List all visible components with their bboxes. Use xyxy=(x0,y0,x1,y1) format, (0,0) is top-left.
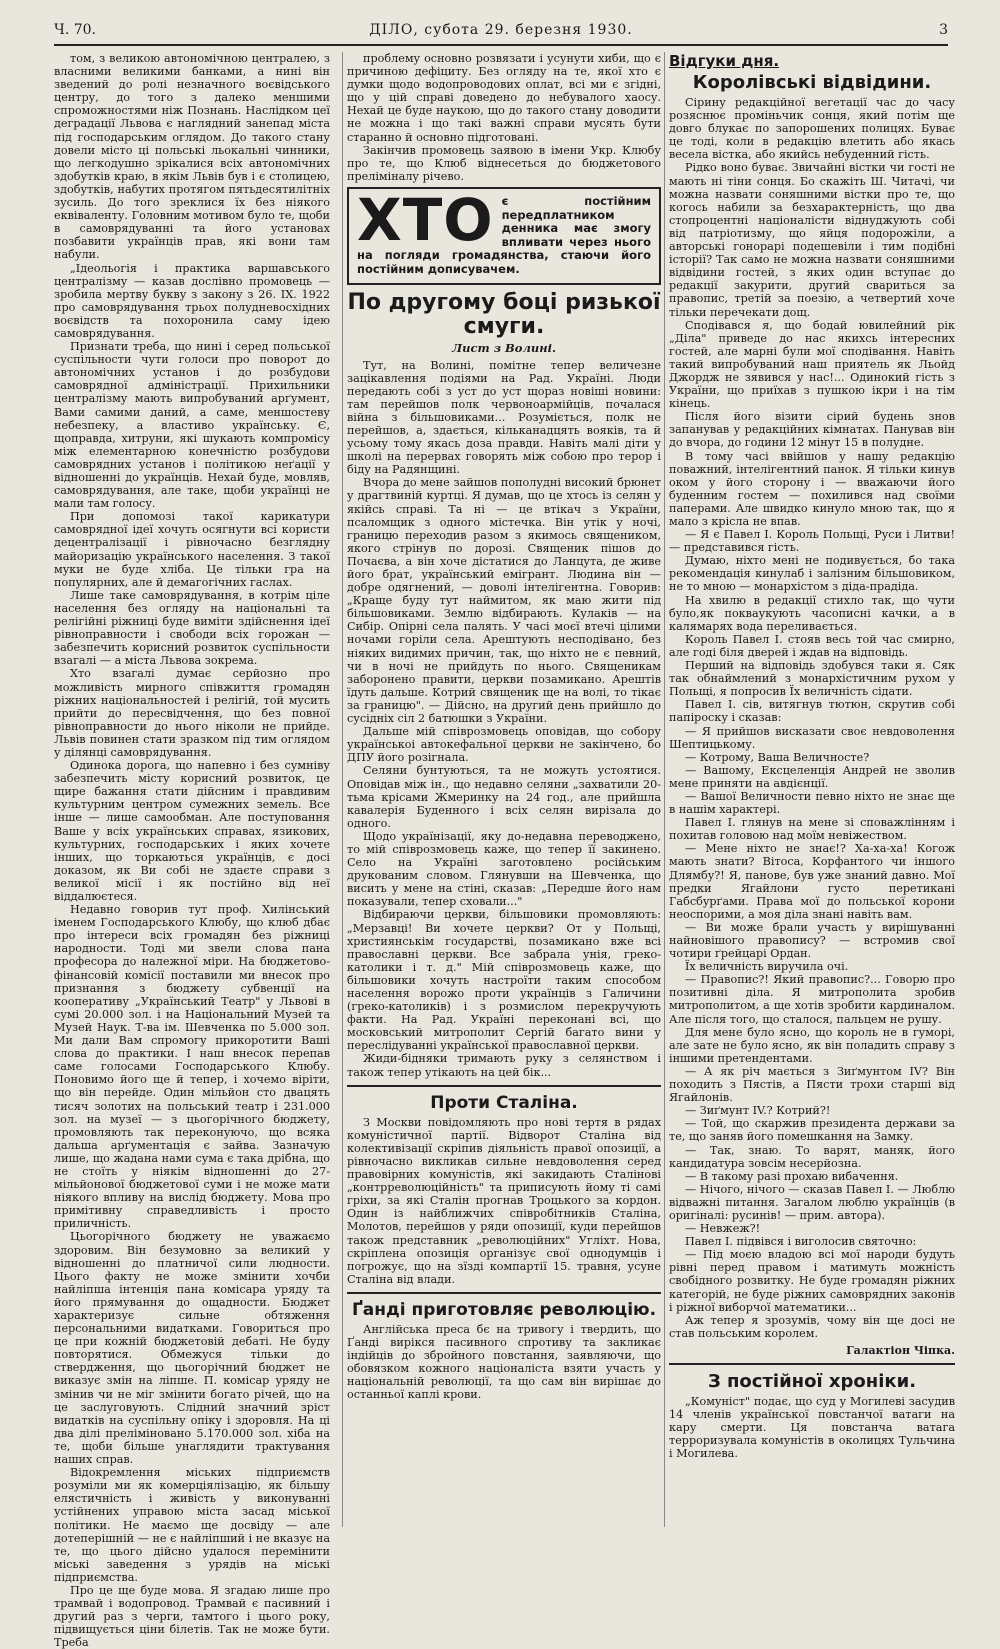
paragraph: Признати треба, що нині і серед польської суспільности чути голоси про поворот до автономічних установ і до розбудови самоврядної адміністрації. Прихильники централізму мають випробуваний арґумент, Вами самими даний, а саме, меншостеву небезпеку, а властиво українську. Є, щоправда, хитруни, які шукають компромісу між елементарною конечністю розбудови самоврядних установ і політикою неґації у відношенні до українців. Нехай буде, мовляв, самоврядування, але таке, щоби українці не мали там голосу. xyxy=(54,340,330,511)
subscriber-ad xyxy=(347,187,661,285)
paragraph: Тут, на Волині, помітне тепер величезне зацікавлення подіями на Рад. Україні. Люди передають собі з уст до уст щораз новіші новини: там перейшов полк червоноармійців, почалася війна з більшовиками... Розуміється, полк не перейшов, а, здається, кільканадцять вояків, та й усьому тому якась доза правди. Навіть малі діти у школі на перервах говорять між собою про терор і біду на Радянщині. xyxy=(347,358,661,477)
paragraph: — Котрому, Ваша Величносте? xyxy=(685,750,870,764)
headline-stalin: Проти Сталіна. xyxy=(430,1092,578,1113)
paragraph: З Москви повідомляють про нові тертя в рядах комуністичної партії. Відворот Сталіна від колективізації скріпив діяльність правої опозиції, а рівночасно викликав сильне невдоволення серед правовірних комуністів, які закидають Сталінові „контрреволюційність" та приписують йому ті самі гріхи, за які Сталін прогнав Троцького за кордон. Один із найближчих співробітників Сталіна, Молотов, перейшов у ряди опозиції, куди перейшов також представник „революційних" Угліхт. Нова, скріплена опозиція організує свої однодумців і погрожує, що на зїзді компартії 15. травня, усуне Сталіна від влади. xyxy=(347,1115,661,1286)
divider xyxy=(347,1085,661,1087)
rubric-title: Відгуки дня. xyxy=(669,52,780,70)
divider xyxy=(347,1292,661,1294)
paragraph: Сірину редакційної вегетації час до часу розяснює проміньчик сонця, який потім ще довго блукає по запорошених полицях. Буває це тоді, коли в редакцію влетить або якась весела вістка, або якийсь небуденний гість. xyxy=(669,96,955,162)
paragraph: „Комуніст" подає, що суд у Могилеві засудив 14 членів української повстанчої ватаги на кару смерти. Ця повстанча ватага терроризувала комуністів в околицях Тульчина і Могилева. xyxy=(669,1394,955,1461)
page-number: 3 xyxy=(939,22,948,38)
paragraph: Сподівався я, що бодай ювилейний рік „Діла" приведе до нас якихсь інтересних гостей, але марні були мої сподівання. Навіть такий випробуваний наш приятель як Льойд Джордж не зявився у нас!... Одинокий гість з України, що приїхав з пушкою ікри і на тім кінець. xyxy=(669,318,955,411)
article-stalin xyxy=(347,1116,661,1286)
paragraph: Вчора до мене зайшов пополудні високий брюнет у драгтвиній куртці. Я думав, що це хтось із селян у якійсь справі. Та ні — це втікач з України, псаломщик з одного містечка. Він утік у ночі, границю переходив разом з якимось священиком, якого стрінув по дорозі. Священик пішов до Почаєва, а він хоче дістатися до Ланцута, де живе його брат, український емігрант. Людина він — добре одягнений, — доволі інтелігентна. Говорив: „Краще буду тут наймитом, як маю жити під більшовиками. Землю відбирають. Кулаків — на Сибір. Опірні села палять. У часі моєї втечі цілими ночами горіли села. Арештують несподівано, без ніяких видимих причин, так, що ніхто не є певний, чи в ночі не прийдуть по нього. Священикам заборонено правити, церкви позамикано. Арештів їдуть дальше. Котрий священик ще на волі, то тікає за границю". — Дійсно, на другий день прийшло до сусідніх сіл 2 батюшки з України. xyxy=(347,476,661,726)
paragraph: Англійська преса бє на тривогу і твердить, що Ґанді вирікся пасивного спротиву та закликає індійців до збройного повстання, заявляючи, що обовязком кожного націоналіста взяти участь у національній революції, та що сам він вирішає до останньої каплі крови. xyxy=(347,1322,661,1402)
paragraph: Недавно говорив тут проф. Хилінський іменем Господарського Клюбу, що клюб дбає про інтереси всіх громадян без ріжниці народности. Тоді ми звели слова пана професора до належної міри. На бюджетово-фінансовій комісії поставили ми внесок про признання з бюджету субвенції на кооперативу „Український Театр" у Львові в сумі 20.000 зол. і на Національний Музей та Музей Наук. Т-ва ім. Шевченка по 5.000 зол. Ми дали Вам спромогу прикоротити Ваші слова до практики. І наш внесок перепав саме голосами Господарського Клюбу. Поновимо його ще й тепер, і хочемо віріти, що він перейде. Один мільйон сто двацять тисяч золотих на польський театр і 231.000 зол. на музеї — з цьогорічного бюджету, промовляють так переконуючо, що всяка дальша арґументація є зайва. Зазначую лише, що жадана нами сума є така дрібна, що не стоїть у ніякім відношенні до 27-мільйонової бюджетової суми і не може мати ніякого впливу на вислід бюджету. Мова про примітивну справедливість і просто приличність. xyxy=(54,903,330,1231)
paragraph: Відокремлення міських підприємств розуміли ми як комерціялізацію, як більшу елястичність і живість у виконуванні устійнених управою міста засад міської політики. Не маємо ще досвіду — але дотеперішній — не є найліпший і не вказує на те, що цього дійсно удалося перемінити міські заведення з урядів на міські підприємства. xyxy=(54,1466,330,1584)
page-header xyxy=(54,22,948,46)
paragraph: — Вашому, Ексцеленція Андрей не зволив мене приняти на авдієнції. xyxy=(669,763,955,790)
paragraph: Жиди-бідняки тримають руку з селянством і також тепер утікають на цей бік... xyxy=(347,1052,661,1079)
paragraph: — Мене ніхто не знає!? Ха-ха-ха! Когож мають знати? Вітоса, Корфантого чи іншого Длямбу?! Я, панове, був уже знаний давно. Мої предки Ягайлони густо перетикані Габсбурґами. Права мої до польської корони неоспорими, а моя діла знані навіть вам. xyxy=(669,842,955,921)
paragraph: — Нічого, нічого — сказав Павел І. — Люблю відважні питання. Загалом люблю українців (в оригіналі: русинів! — прим. автора). xyxy=(669,1182,955,1222)
paragraph: Закінчив промовець заявою в імени Укр. Клюбу про те, що Клюб віднесеться до бюджетового преліміналу річево. xyxy=(347,143,661,183)
paragraph: В тому часі ввійшов у нашу редакцію поважний, інтелігентний панок. Я тільки кинув оком у його сторону і — вважаючи його буденним гостем — похилився над своїми паперами. Але швидко кинуло мною так, що я мало з крісла не впав. xyxy=(669,449,955,528)
headline-chronicle: З постійної хроніки. xyxy=(707,1370,917,1392)
paragraph: — А як річ мається з Зиґмунтом IV? Він походить з Пястів, а Пясти трохи старші від Ягайлонів. xyxy=(669,1064,955,1105)
paragraph: Для мене було ясно, що король не в гуморі, але зате не було ясно, як він поладить справу з іншими претендентами. xyxy=(669,1025,955,1065)
headline-gandhi: Ґанді приготовляє революцію. xyxy=(351,1299,657,1320)
paragraph: Про це ще буде мова. Я згадаю лише про трамвай і водопровод. Трамвай є пасивний і другий раз з черги, тамтого і цього року, підвищується ціни білетів. Так не може бути. Треба xyxy=(54,1583,330,1649)
column-2 xyxy=(342,52,661,1527)
paragraph: Аж тепер я зрозумів, чому він ще досі не став польським королем. xyxy=(669,1313,955,1340)
paragraph: — В такому разі прохаю вибачення. xyxy=(685,1169,899,1183)
paragraph: Цьогорічного бюджету не уважаємо здоровим. Він безумовно за великий у відношенні до платничої сили людности. Цього факту не може змінити хочби найліпша інтенція пана комісара уряду та його прямування до ощадности. Бюджет характеризує сильне обтяження персональними видатками. Говориться про це при кожній бюджетовій дебаті. Не буду повторятися. Обмежуся тільки до ствердження, що цьогорічний бюджет не виказує змін на ліпше. П. комісар уряду не змінив чи не міг змінити богато річей, що на це заслуговують. Слідний значний зріст видатків на суспільну опіку і здоровля. На ці два ділі преліміновано 5.170.000 зол. хіба на те, щоби більше унаглядити трактування наших справ. xyxy=(54,1230,330,1467)
paragraph: Перший на відповідь здобувся таки я. Сяк так обнаймлений з монархістичним рухом у Польщі, я попросив Їх величність сідати. xyxy=(669,659,955,699)
divider xyxy=(669,1363,955,1365)
paragraph: Одинока дорога, що напевно і без сумніву забезпечить місту корисний розвиток, це щире бажання стати дійсним і правдивим культурним центром сумежних земель. Все інше — лише самообман. Але поступовання Ваше у всіх українських справах, язикових, культурних, господарських і яких хочете інших, що торкаються українців, є досі доказом, як Ви собі не здаєте справи з великої місії і як постійно від неї віддалюєтеся. xyxy=(54,759,330,903)
article-gandhi xyxy=(347,1323,661,1402)
paragraph: — Під моєю владою всі мої народи будуть рівні перед правом і матимуть можність свобідного розвитку. Не буде громадян ріжних категорій, не буде ріжних самоврядних законів і ріжної виборчої математики... xyxy=(669,1248,955,1314)
ad-big-word: ХТО xyxy=(357,185,494,254)
paragraph: том, з великою автономічною централею, з власними великими банками, а нині він зведений до ролі незначного воєвідського центру, до того з далеко меншими спроможностями ніж Познань. Наслідком цеї деградації Львова є наглядний занепад міста під господарським оглядом. До такого стану довели місто ці польські льокальні чинники, що легкодушно зрікалися всіх автономічних здобутків краю, в якім Львів був і є столицею, здобутків, набутих протягом пятьдесятилітніх зусиль. До того зреклися їх без ніякого еквіваленту. Головним мотивом було те, щоби в самоврядуванні та його установах позбавити українців прав, які вони там набули. xyxy=(54,52,330,262)
masthead-date: ДІЛО, субота 29. березня 1930. xyxy=(369,22,633,38)
paragraph: — Той, що скаржив президента держави за те, що заняв його помешкання на Замку. xyxy=(669,1117,955,1144)
paragraph: Хто взагалі думає серйозно про можливість мирного співжиття громадян ріжних національностей і релігій, той мусить прийти до пересвідчення, що без повної рівноправности до нього ніколи не прийде. Львів повинен стати зразком під тим оглядом у ділянці самоврядування. xyxy=(54,667,330,759)
paragraph: — Я прийшов висказати своє невдоволення Шептицькому. xyxy=(669,724,955,751)
paragraph: При допомозі такої карикатури самоврядної ідеї хочуть осягнути всі користи децентралізації і рівночасно безглядну майоризацію українського населення. З такої муки не буде хліба. Це тільки гра на популярних, але й демагогічних гаслах. xyxy=(54,510,330,589)
headline-volyn: По другому боці ризької смуги. xyxy=(347,289,661,339)
paragraph: — Невжеж?! xyxy=(685,1222,761,1236)
subheadline-volyn: Лист з Волині. xyxy=(452,340,556,355)
paragraph: Король Павел І. стояв весь той час смирно, але годі біля дверей і ждав на відповідь. xyxy=(669,632,955,659)
ad-text: є постійним передплатником денника має змогу впливати через нього на погляди громадянства, стаючи його постійним дописувачем. xyxy=(357,193,651,276)
paragraph: — Вашої Величности певно ніхто не знає ще в нашім характері. xyxy=(669,789,955,817)
paragraph: „Ідеольогія і практика варшавського централізму — казав дослівно промовець — зробила мертву букву з закону з 26. IX. 1922 про самоврядування трьох полудневосхідних воєвідств та похоронила саму ідею самоврядування. xyxy=(54,261,330,340)
paragraph: Павел І. сів, витягнув тютюн, скрутив собі папіроску і сказав: xyxy=(669,698,955,725)
paragraph: Дальше мій співрозмовець оповідав, що собору українськоі автокефальної церкви не закінчено, бо ДПУ його розігнала. xyxy=(347,725,661,765)
paragraph: — Зиґмунт IV.? Котрий?! xyxy=(685,1104,831,1118)
headline-royal-visit: Королівські відвідини. xyxy=(692,72,932,93)
issue-number: Ч. 70. xyxy=(54,22,96,38)
paragraph: Відбираючи церкви, більшовики промовляють: „Мерзавці! Ви хочете церкви? От у Польщі, християнськім государстві, позамикано вже всі православні церкви. Все забрала унія, греко-католики і т. д." Мій співрозмовець каже, що більшовики хочуть настроїти таким способом населення ворожо проти українців з Галичини (греко-католиків) і з розмислом перекручують факти. На Рад. Україні переконані всі, що московський митрополит Сергій багато вини у переслідуванні української православної церкви. xyxy=(347,908,661,1053)
paragraph: Селяни бунтуються, та не можуть устоятися. Оповідав між ін., що недавно селяни „захватили 20-тьма крісами Жмеринку на 24 год., але прийшла кавалерія Буденного і всіх селян вирізала до одного. xyxy=(347,764,661,830)
author-signature: Галактіон Чіпка. xyxy=(846,1343,955,1357)
article-volyn xyxy=(347,359,661,1079)
paragraph: — Ви може брали участь у вирішуванні найновішого правопису? — встромив свої чотири ґрейцарі Ордан. xyxy=(669,920,955,961)
column-1 xyxy=(54,52,330,1649)
article-royal-visit xyxy=(669,96,955,1340)
paragraph: Павел І. глянув на мене зі споважлінням і похитав головою над моїм невіжеством. xyxy=(669,816,955,843)
article-continuation xyxy=(347,52,661,183)
paragraph: Лише таке самоврядування, в котрім ціле населення без огляду на національні та релігійні ріжниці буде виміти здійснення ідеї рівноправности і свободи всіх горожан — забезпечить корисний розвиток суспільности взагалі — а міста Львова зокрема. xyxy=(54,588,330,668)
paragraph: Думаю, ніхто мені не подивується, бо така рекомендація кинулаб і залізним більшовиком, не то мною — монархістом з діда-прадіда. xyxy=(669,554,955,594)
paragraph: проблему основно розвязати і усунути хиби, що є причиною дефіциту. Без огляду на те, якої хто є думки щодо водопроводових оплат, всі ми є згідні, що у цій справі доведено до небувалого хаосу. Нехай це буде наукою, що до такого стану доводити не можна і що такі важні справи мусять бути старанно й основно підготовані. xyxy=(347,52,661,144)
paragraph: Їх величність виручила очі. xyxy=(685,960,849,974)
paragraph: Щодо українізації, яку до-недавна переводжено, то мій співрозмовець каже, що тепер її закинено. Село на Україні заготовлено російським друкованим словом. Глянувши на Шевченка, що висить у мене на стіні, сказав: „Передше його нам показували, тепер сховали..." xyxy=(347,829,661,909)
paragraph: — Я є Павел І. Король Польщі, Руси і Литви! — представився гість. xyxy=(669,528,955,555)
paragraph: На хвилю в редакції стихло так, що чути було,як покваукують часописні качки, а в калямарях вода переливається. xyxy=(669,593,955,633)
article-chronicle xyxy=(669,1395,955,1460)
paragraph: Павел І. підвівся і виголосив святочно: xyxy=(685,1235,917,1249)
column-1-text xyxy=(54,52,330,1649)
paragraph: — Правопис?! Який правопис?... Говорю про позитивні діла. Я митрополита зробив митрополитом, а ще хотів зробити кардиналом. Але після того, що сталося, пальцем не рушу. xyxy=(669,973,955,1026)
column-3 xyxy=(664,52,955,1527)
paragraph: Після його візити сірий будень знов запанував у редакційних кімнатах. Панував він до вчора, до години 12 мінут 15 в полудне. xyxy=(669,410,955,450)
paragraph: — Так, знаю. То варят, маняк, його кандидатура зовсім несерйозна. xyxy=(669,1143,955,1170)
paragraph: Рідко воно буває. Звичайні вістки чи гості не мають ні тіни сонця. Бо скажіть Ш. Читачі, чи можна назвати соняшними вістки про те, що когось набили за безхарактерність, що два стопроцентні націоналісти віднуджують собі від патріотизму, що яйця подорожіли, а авторські гонорарі подешевіли і тим подібні історії? Так само не можна назвати соняшними відвідини гостей, з яких один вступає до редакції закурити, другий свариться за правопис, третій за поезію, а четвертий хоче тільки перечекати дощ. xyxy=(669,161,955,319)
